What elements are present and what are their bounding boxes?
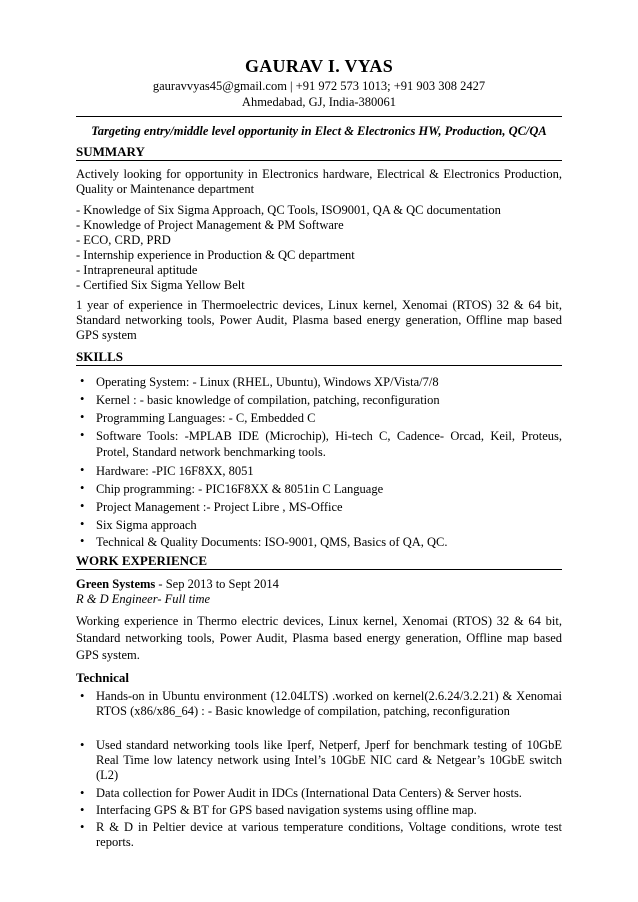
summary-point: - Internship experience in Production & QC department bbox=[76, 248, 355, 262]
bullet-icon: • bbox=[80, 392, 85, 406]
summary-point: - ECO, CRD, PRD bbox=[76, 233, 171, 247]
skills-heading: SKILLS bbox=[76, 349, 123, 364]
skill-item: Software Tools: -MPLAB IDE (Microchip), Hi-tech C, Cadence- Orcad, Keil, Proteus, Protel, Standard network benchmarking tools. bbox=[96, 429, 562, 459]
technical-item: Data collection for Power Audit in IDCs (International Data Centers) & Server hosts. bbox=[96, 786, 522, 800]
technical-item: Interfacing GPS & BT for GPS based navigation systems using offline map. bbox=[96, 803, 477, 817]
bullet-icon: • bbox=[80, 374, 85, 388]
company-name: Green Systems bbox=[76, 577, 156, 591]
bullet-icon: • bbox=[80, 481, 85, 495]
job-period: - Sep 2013 to Sept 2014 bbox=[155, 577, 279, 591]
summary-divider bbox=[76, 160, 562, 161]
job-description: Working experience in Thermo electric devices, Linux kernel, Xenomai (RTOS) 32 & 64 bit, Standard networking tools, Power Audit, Plasma based energy generation, Offline map based GPS system. bbox=[76, 614, 562, 662]
objective-line: Targeting entry/middle level opportunity in Elect & Electronics HW, Production, QC/QA bbox=[91, 124, 547, 138]
summary-intro: Actively looking for opportunity in Electronics hardware, Electrical & Electronics Production, Quality or Maintenance department bbox=[76, 167, 562, 196]
skills-divider bbox=[76, 365, 562, 366]
bullet-icon: • bbox=[80, 517, 85, 531]
address-line: Ahmedabad, GJ, India-380061 bbox=[241, 95, 397, 109]
summary-experience: 1 year of experience in Thermoelectric devices, Linux kernel, Xenomai (RTOS) 32 & 64 bit, Standard networking tools, Power Audit, Plasma based energy generation, Offline map based GPS system bbox=[76, 298, 562, 342]
candidate-name: GAURAV I. VYAS bbox=[244, 56, 394, 76]
bullet-icon: • bbox=[80, 428, 85, 442]
technical-heading: Technical bbox=[76, 670, 129, 685]
bullet-icon: • bbox=[80, 786, 85, 800]
job-role: R & D Engineer- Full time bbox=[76, 592, 211, 606]
skill-item: Project Management :- Project Libre , MS-Office bbox=[96, 500, 343, 514]
work-divider bbox=[76, 569, 562, 570]
summary-point: - Certified Six Sigma Yellow Belt bbox=[76, 278, 245, 292]
work-experience-heading: WORK EXPERIENCE bbox=[76, 553, 208, 568]
bullet-icon: • bbox=[80, 463, 85, 477]
bullet-icon: • bbox=[80, 499, 85, 513]
skill-item: Programming Languages: - C, Embedded C bbox=[96, 411, 316, 425]
job-header bbox=[76, 577, 279, 592]
skill-item: Chip programming: - PIC16F8XX & 8051in C Language bbox=[96, 482, 384, 496]
bullet-icon: • bbox=[80, 738, 85, 752]
skill-item: Technical & Quality Documents: ISO-9001, QMS, Basics of QA, QC. bbox=[96, 535, 448, 549]
bullet-icon: • bbox=[80, 803, 85, 817]
skill-item: Kernel : - basic knowledge of compilation, patching, reconfiguration bbox=[96, 393, 440, 407]
skill-item: Six Sigma approach bbox=[96, 518, 197, 532]
summary-heading: SUMMARY bbox=[76, 144, 145, 159]
contact-line: gauravvyas45@gmail.com | +91 972 573 1013; +91 903 308 2427 bbox=[152, 79, 486, 93]
technical-item: Used standard networking tools like Iperf, Netperf, Jperf for benchmark testing of 10GbE Real Time low latency network using Intel’s 10GbE NIC card & Netgear’s 10GbE switch (L2) bbox=[96, 738, 562, 782]
header-divider bbox=[76, 116, 562, 117]
skill-item: Hardware: -PIC 16F8XX, 8051 bbox=[96, 464, 254, 478]
bullet-icon: • bbox=[80, 820, 85, 834]
summary-point: - Knowledge of Six Sigma Approach, QC Tools, ISO9001, QA & QC documentation bbox=[76, 203, 501, 217]
bullet-icon: • bbox=[80, 534, 85, 548]
skill-item: Operating System: - Linux (RHEL, Ubuntu), Windows XP/Vista/7/8 bbox=[96, 375, 439, 389]
bullet-icon: • bbox=[80, 410, 85, 424]
bullet-icon: • bbox=[80, 689, 85, 703]
summary-point: - Intrapreneural aptitude bbox=[76, 263, 198, 277]
summary-point: - Knowledge of Project Management & PM Software bbox=[76, 218, 344, 232]
technical-item: Hands-on in Ubuntu environment (12.04LTS) .worked on kernel(2.6.24/3.2.21) & Xenomai RTOS (x86/x86_64) : - Basic knowledge of compilation, patching, reconfiguration bbox=[96, 689, 562, 718]
technical-item: R & D in Peltier device at various temperature conditions, Voltage conditions, wrote test reports. bbox=[96, 820, 562, 849]
